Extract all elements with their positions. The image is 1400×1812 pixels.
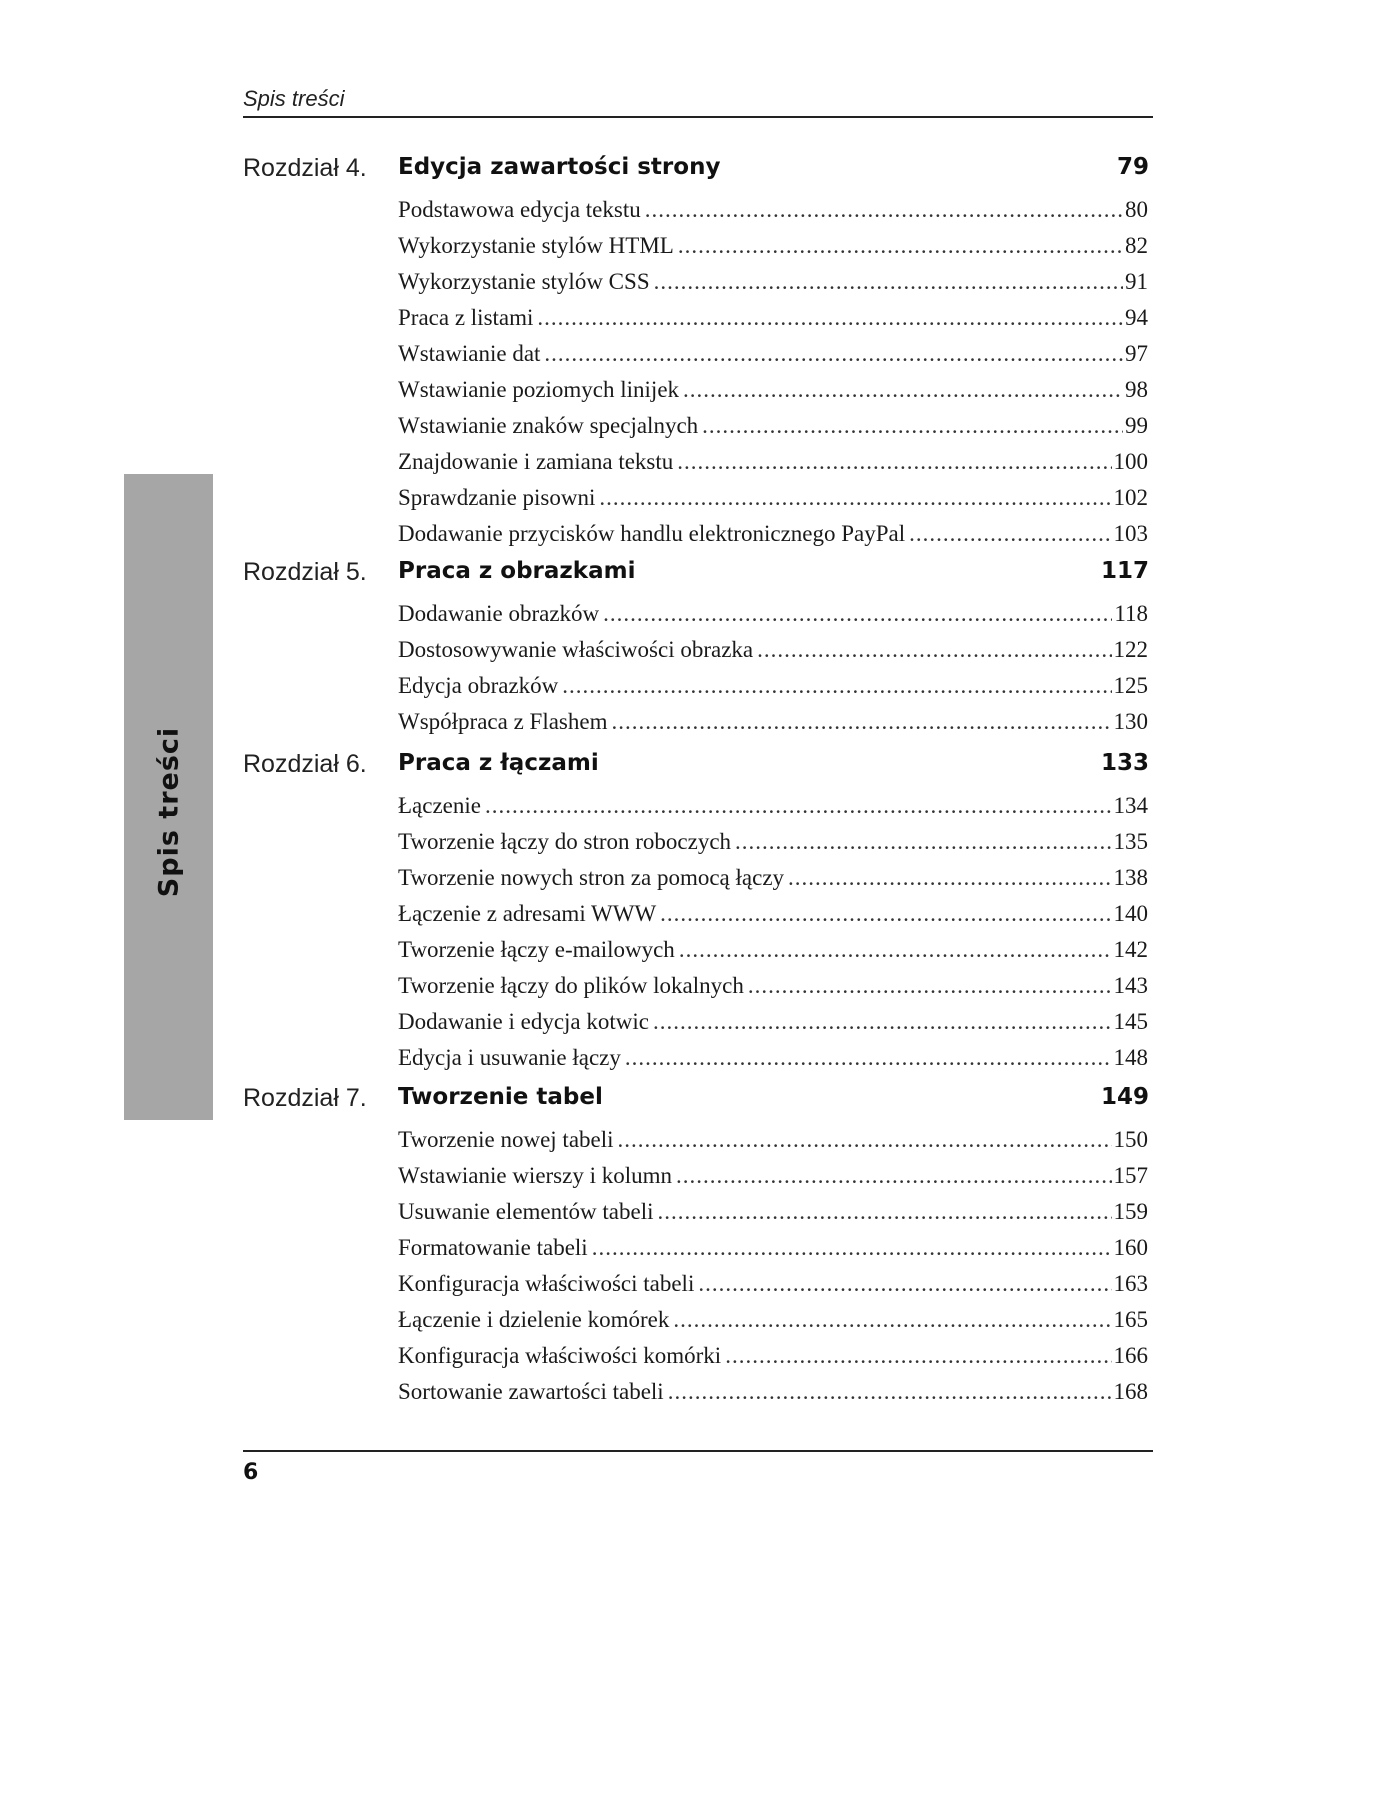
chapter-5 xyxy=(243,552,1153,740)
toc-entry xyxy=(398,1230,1148,1266)
chapter-heading xyxy=(243,1078,1153,1122)
dot-leader xyxy=(625,1040,1112,1076)
dot-leader xyxy=(537,300,1123,336)
toc-entry xyxy=(398,1374,1148,1410)
entry-title: Wstawianie poziomych linijek xyxy=(398,377,680,402)
entry-title: Usuwanie elementów tabeli xyxy=(398,1199,654,1224)
chapter-title: Tworzenie tabel xyxy=(398,1084,603,1110)
entry-page: 148 xyxy=(1113,1045,1148,1070)
toc-entry xyxy=(398,668,1148,704)
toc-entry xyxy=(398,264,1148,300)
toc-entry xyxy=(398,1302,1148,1338)
toc-entry xyxy=(398,932,1148,968)
entry-page: 94 xyxy=(1125,305,1148,330)
dot-leader xyxy=(678,228,1123,264)
dot-leader xyxy=(748,968,1112,1004)
entry-title: Konfiguracja właściwości tabeli xyxy=(398,1271,695,1296)
running-header: Spis treści xyxy=(243,86,345,111)
entry-title: Współpraca z Flashem xyxy=(398,709,608,734)
entry-title: Dodawanie obrazków xyxy=(398,601,600,626)
dot-leader xyxy=(618,1122,1112,1158)
entry-page: 160 xyxy=(1113,1235,1148,1260)
chapter-heading xyxy=(243,552,1153,596)
entry-page: 165 xyxy=(1113,1307,1148,1332)
dot-leader xyxy=(544,336,1123,372)
entry-title: Tworzenie nowej tabeli xyxy=(398,1127,614,1152)
chapter-7 xyxy=(243,1078,1153,1410)
entry-page: 166 xyxy=(1113,1343,1148,1368)
entry-page: 97 xyxy=(1125,341,1148,366)
entry-title: Tworzenie nowych stron za pomocą łączy xyxy=(398,865,785,890)
dot-leader xyxy=(653,1004,1112,1040)
entry-page: 80 xyxy=(1125,197,1148,222)
side-tab-label: Spis treści xyxy=(153,726,184,898)
entry-title: Tworzenie łączy e-mailowych xyxy=(398,937,675,962)
dot-leader xyxy=(603,596,1112,632)
entry-page: 125 xyxy=(1113,673,1148,698)
dot-leader xyxy=(668,1374,1112,1410)
toc-entry xyxy=(398,1158,1148,1194)
entry-page: 159 xyxy=(1113,1199,1148,1224)
chapter-page: 117 xyxy=(1100,558,1149,584)
entry-title: Wykorzystanie stylów HTML xyxy=(398,233,674,258)
entry-title: Dostosowywanie właściwości obrazka xyxy=(398,637,754,662)
toc-entry xyxy=(398,896,1148,932)
entry-page: 140 xyxy=(1113,901,1148,926)
entry-page: 150 xyxy=(1113,1127,1148,1152)
toc-entry xyxy=(398,516,1148,552)
toc-entry xyxy=(398,632,1148,668)
entry-title: Dodawanie i edycja kotwic xyxy=(398,1009,649,1034)
entry-title: Tworzenie łączy do plików lokalnych xyxy=(398,973,744,998)
chapter-title: Praca z obrazkami xyxy=(398,558,636,584)
toc-entry xyxy=(398,192,1148,228)
entry-title: Wstawianie znaków specjalnych xyxy=(398,413,699,438)
chapter-entries xyxy=(398,788,1148,1076)
chapter-entries xyxy=(398,596,1148,740)
chapter-title: Praca z łączami xyxy=(398,750,599,776)
entry-title: Sprawdzanie pisowni xyxy=(398,485,596,510)
entry-page: 134 xyxy=(1113,793,1148,818)
entry-page: 130 xyxy=(1113,709,1148,734)
entry-page: 163 xyxy=(1113,1271,1148,1296)
toc-entry xyxy=(398,1338,1148,1374)
entry-page: 168 xyxy=(1113,1379,1148,1404)
toc-entry xyxy=(398,968,1148,1004)
entry-page: 99 xyxy=(1125,413,1148,438)
dot-leader xyxy=(611,704,1111,740)
entry-page: 122 xyxy=(1113,637,1148,662)
page-number: 6 xyxy=(243,1460,259,1485)
entry-title: Podstawowa edycja tekstu xyxy=(398,197,641,222)
side-tab xyxy=(124,474,213,1120)
entry-title: Konfiguracja właściwości komórki xyxy=(398,1343,722,1368)
dot-leader xyxy=(698,1266,1111,1302)
dot-leader xyxy=(562,668,1111,704)
entry-title: Dodawanie przycisków handlu elektronicznego PayPal xyxy=(398,521,906,546)
chapter-entries xyxy=(398,192,1148,552)
entry-page: 145 xyxy=(1113,1009,1148,1034)
dot-leader xyxy=(757,632,1111,668)
chapter-label: Rozdział 5. xyxy=(243,558,367,586)
dot-leader xyxy=(660,896,1111,932)
entry-title: Praca z listami xyxy=(398,305,534,330)
dot-leader xyxy=(654,264,1123,300)
dot-leader xyxy=(788,860,1111,896)
entry-page: 135 xyxy=(1113,829,1148,854)
entry-page: 118 xyxy=(1114,601,1148,626)
chapter-heading xyxy=(243,744,1153,788)
chapter-title: Edycja zawartości strony xyxy=(398,154,721,180)
entry-title: Edycja obrazków xyxy=(398,673,559,698)
entry-title: Łączenie i dzielenie komórek xyxy=(398,1307,670,1332)
entry-page: 138 xyxy=(1113,865,1148,890)
dot-leader xyxy=(673,1302,1111,1338)
toc-entry xyxy=(398,480,1148,516)
toc-entry xyxy=(398,372,1148,408)
toc-entry xyxy=(398,444,1148,480)
entry-page: 91 xyxy=(1125,269,1148,294)
toc-entry xyxy=(398,1040,1148,1076)
dot-leader xyxy=(725,1338,1111,1374)
entry-page: 82 xyxy=(1125,233,1148,258)
chapter-page: 79 xyxy=(1116,154,1149,180)
entry-title: Tworzenie łączy do stron roboczych xyxy=(398,829,732,854)
chapter-page: 133 xyxy=(1100,750,1149,776)
entry-page: 143 xyxy=(1113,973,1148,998)
chapter-6 xyxy=(243,744,1153,1076)
entry-page: 142 xyxy=(1113,937,1148,962)
dot-leader xyxy=(657,1194,1111,1230)
dot-leader xyxy=(702,408,1123,444)
toc-entry xyxy=(398,596,1148,632)
toc-entry xyxy=(398,1122,1148,1158)
entry-title: Znajdowanie i zamiana tekstu xyxy=(398,449,674,474)
entry-title: Formatowanie tabeli xyxy=(398,1235,588,1260)
entry-page: 103 xyxy=(1113,521,1148,546)
entry-title: Wykorzystanie stylów CSS xyxy=(398,269,650,294)
entry-page: 98 xyxy=(1125,377,1148,402)
dot-leader xyxy=(677,444,1111,480)
dot-leader xyxy=(679,932,1112,968)
chapter-page: 149 xyxy=(1100,1084,1149,1110)
entry-title: Wstawianie dat xyxy=(398,341,541,366)
dot-leader xyxy=(599,480,1111,516)
toc-entry xyxy=(398,824,1148,860)
toc-entry xyxy=(398,228,1148,264)
entry-title: Sortowanie zawartości tabeli xyxy=(398,1379,664,1404)
toc-entry xyxy=(398,704,1148,740)
entry-page: 157 xyxy=(1113,1163,1148,1188)
toc-entry xyxy=(398,300,1148,336)
dot-leader xyxy=(683,372,1123,408)
toc-entry xyxy=(398,1194,1148,1230)
toc-entry xyxy=(398,860,1148,896)
entry-title: Łączenie z adresami WWW xyxy=(398,901,657,926)
chapter-label: Rozdział 6. xyxy=(243,750,367,778)
entry-title: Łączenie xyxy=(398,793,481,818)
chapter-label: Rozdział 4. xyxy=(243,154,367,182)
entry-title: Edycja i usuwanie łączy xyxy=(398,1045,621,1070)
dot-leader xyxy=(485,788,1112,824)
entry-title: Wstawianie wierszy i kolumn xyxy=(398,1163,673,1188)
dot-leader xyxy=(592,1230,1112,1266)
entry-page: 100 xyxy=(1113,449,1148,474)
dot-leader xyxy=(645,192,1123,228)
entry-page: 102 xyxy=(1113,485,1148,510)
chapter-heading xyxy=(243,148,1153,192)
chapter-label: Rozdział 7. xyxy=(243,1084,367,1112)
dot-leader xyxy=(735,824,1111,860)
header-rule xyxy=(243,116,1153,118)
footer-rule xyxy=(243,1450,1153,1452)
dot-leader xyxy=(676,1158,1111,1194)
toc-entry xyxy=(398,1004,1148,1040)
toc-entry xyxy=(398,788,1148,824)
toc-entry xyxy=(398,1266,1148,1302)
chapter-entries xyxy=(398,1122,1148,1410)
toc-entry xyxy=(398,336,1148,372)
toc-entry xyxy=(398,408,1148,444)
dot-leader xyxy=(909,516,1111,552)
chapter-4 xyxy=(243,148,1153,552)
